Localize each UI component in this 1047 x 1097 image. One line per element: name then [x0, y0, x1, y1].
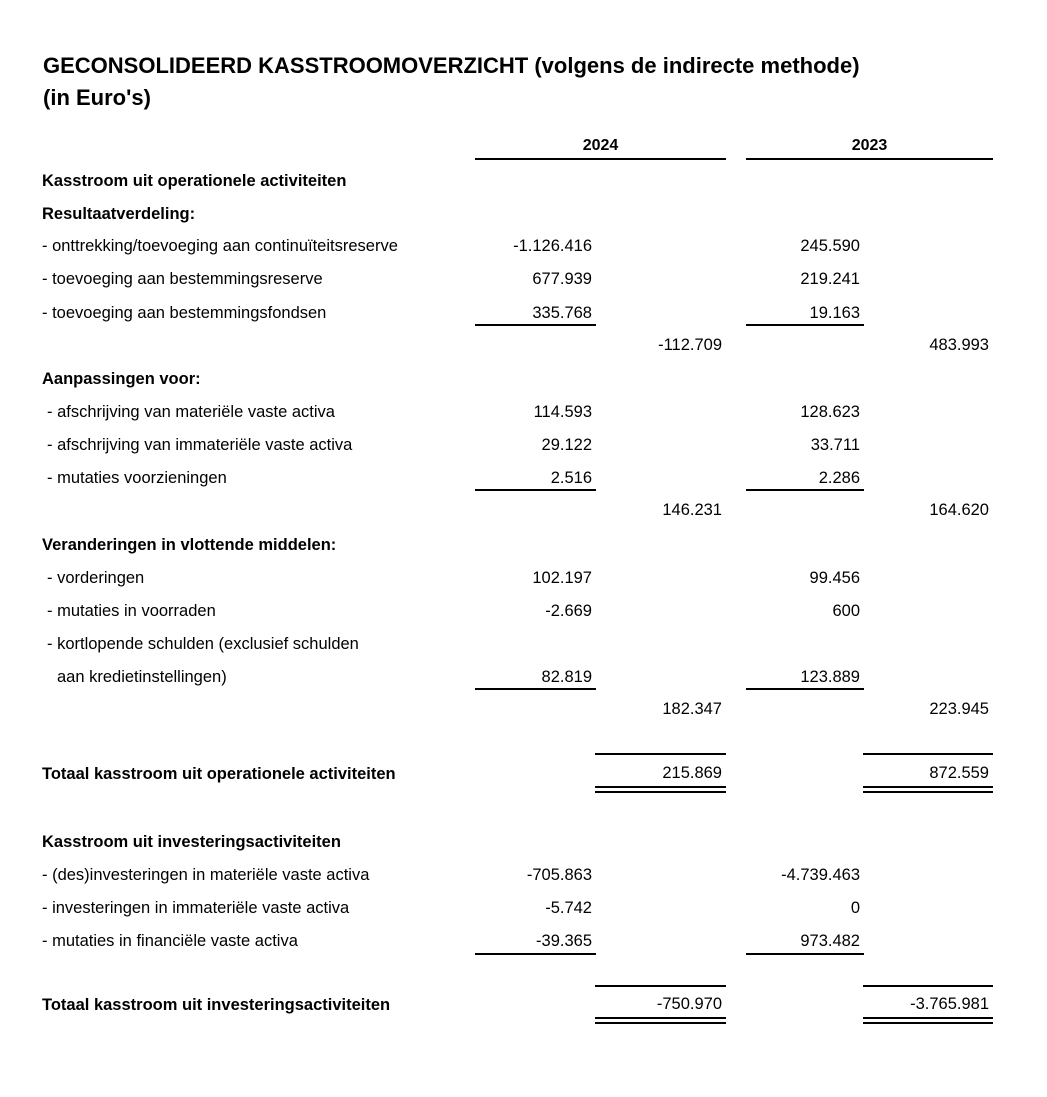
subtotal-row	[0, 497, 1047, 521]
total-label: Totaal kasstroom uit operationele activiteiten	[42, 765, 396, 783]
header-underline-2024	[475, 158, 726, 160]
value-2023: 0	[850, 899, 860, 917]
total-top-line	[863, 985, 993, 987]
value-2024: -705.863	[526, 866, 592, 884]
row-label: - investeringen in immateriële vaste activa	[42, 899, 350, 917]
value-2023: 973.482	[800, 932, 860, 950]
subsection-heading-label: Aanpassingen voor:	[42, 370, 201, 388]
total-2024: -750.970	[656, 995, 722, 1013]
subtotal-2023: 164.620	[929, 501, 989, 519]
table-row	[0, 598, 1047, 622]
subsection-heading	[0, 201, 1047, 225]
subtotal-2024: -112.709	[658, 336, 722, 354]
section-heading-investing	[0, 829, 1047, 853]
value-2024: -39.365	[536, 932, 592, 950]
value-2023: 219.241	[800, 270, 860, 288]
value-2024: 114.593	[533, 403, 592, 421]
table-row	[0, 233, 1047, 257]
table-row	[0, 300, 1047, 324]
header-underline-2023	[746, 158, 993, 160]
value-2023: 19.163	[809, 304, 860, 322]
sum-line	[475, 953, 596, 955]
table-row	[0, 895, 1047, 919]
total-top-line	[595, 985, 726, 987]
value-2024: 2.516	[550, 469, 592, 487]
table-row	[0, 266, 1047, 290]
sum-line	[746, 324, 864, 326]
page-subtitle: (in Euro's)	[43, 85, 151, 110]
subtotal-row	[0, 696, 1047, 720]
table-row	[0, 631, 1047, 655]
value-2023: 123.889	[800, 668, 860, 686]
table-row	[0, 664, 1047, 688]
total-row-investing	[0, 991, 1047, 1015]
section-heading-label: Kasstroom uit investeringsactiviteiten	[42, 833, 341, 851]
row-label: - afschrijving van immateriële vaste activa	[47, 436, 353, 454]
table-row	[0, 862, 1047, 886]
sum-line	[746, 953, 864, 955]
column-header-2024: 2024	[582, 137, 619, 154]
table-row	[0, 465, 1047, 489]
subtotal-row	[0, 332, 1047, 356]
value-2023: 99.456	[809, 569, 860, 587]
table-row	[0, 399, 1047, 423]
sum-line	[475, 688, 596, 690]
total-row-operational	[0, 760, 1047, 784]
page-title: GECONSOLIDEERD KASSTROOMOVERZICHT (volgens de indirecte methode)	[43, 53, 860, 78]
value-2024: 82.819	[541, 668, 592, 686]
value-2024: 335.768	[532, 304, 592, 322]
row-label: - mutaties voorzieningen	[47, 469, 227, 487]
row-label: - mutaties in financiële vaste activa	[42, 932, 298, 950]
total-2023: 872.559	[929, 764, 989, 782]
value-2023: 33.711	[810, 436, 860, 454]
table-row	[0, 565, 1047, 589]
value-2024: 677.939	[532, 270, 592, 288]
section-heading-label: Kasstroom uit operationele activiteiten	[42, 172, 347, 190]
section-heading-operational	[0, 168, 1047, 192]
row-label: - kortlopende schulden (exclusief schulden	[47, 635, 359, 653]
value-2023: 245.590	[800, 237, 860, 255]
row-label: - mutaties in voorraden	[47, 602, 216, 620]
row-label: aan kredietinstellingen)	[57, 668, 227, 686]
subsection-heading	[0, 366, 1047, 390]
subtotal-2024: 146.231	[662, 501, 722, 519]
subtotal-2023: 483.993	[929, 336, 989, 354]
table-row	[0, 432, 1047, 456]
sum-line	[475, 324, 596, 326]
total-double-underline	[863, 786, 993, 793]
value-2024: -5.742	[545, 899, 592, 917]
row-label: - (des)investeringen in materiële vaste activa	[42, 866, 370, 884]
subsection-heading	[0, 532, 1047, 556]
value-2024: -2.669	[545, 602, 592, 620]
subtotal-2024: 182.347	[662, 700, 722, 718]
sum-line	[746, 688, 864, 690]
value-2024: 29.122	[541, 436, 592, 454]
total-double-underline	[595, 1017, 726, 1024]
subtotal-2023: 223.945	[929, 700, 989, 718]
total-2023: -3.765.981	[910, 995, 989, 1013]
total-top-line	[595, 753, 726, 755]
column-header-2023: 2023	[851, 137, 888, 154]
total-double-underline	[863, 1017, 993, 1024]
row-label: - onttrekking/toevoeging aan continuïteitsreserve	[42, 237, 398, 255]
row-label: - toevoeging aan bestemmingsreserve	[42, 270, 323, 288]
subsection-heading-label: Veranderingen in vlottende middelen:	[42, 536, 337, 554]
sum-line	[475, 489, 596, 491]
total-2024: 215.869	[662, 764, 722, 782]
row-label: - afschrijving van materiële vaste activa	[47, 403, 335, 421]
value-2023: 600	[832, 602, 860, 620]
table-row	[0, 928, 1047, 952]
value-2024: 102.197	[532, 569, 592, 587]
subsection-heading-label: Resultaatverdeling:	[42, 205, 196, 223]
total-top-line	[863, 753, 993, 755]
value-2023: -4.739.463	[781, 866, 860, 884]
sum-line	[746, 489, 864, 491]
value-2023: 128.623	[800, 403, 860, 421]
total-label: Totaal kasstroom uit investeringsactiviteiten	[42, 996, 391, 1014]
value-2023: 2.286	[818, 469, 860, 487]
row-label: - vorderingen	[47, 569, 145, 587]
value-2024: -1.126.416	[513, 237, 592, 255]
row-label: - toevoeging aan bestemmingsfondsen	[42, 304, 327, 322]
total-double-underline	[595, 786, 726, 793]
